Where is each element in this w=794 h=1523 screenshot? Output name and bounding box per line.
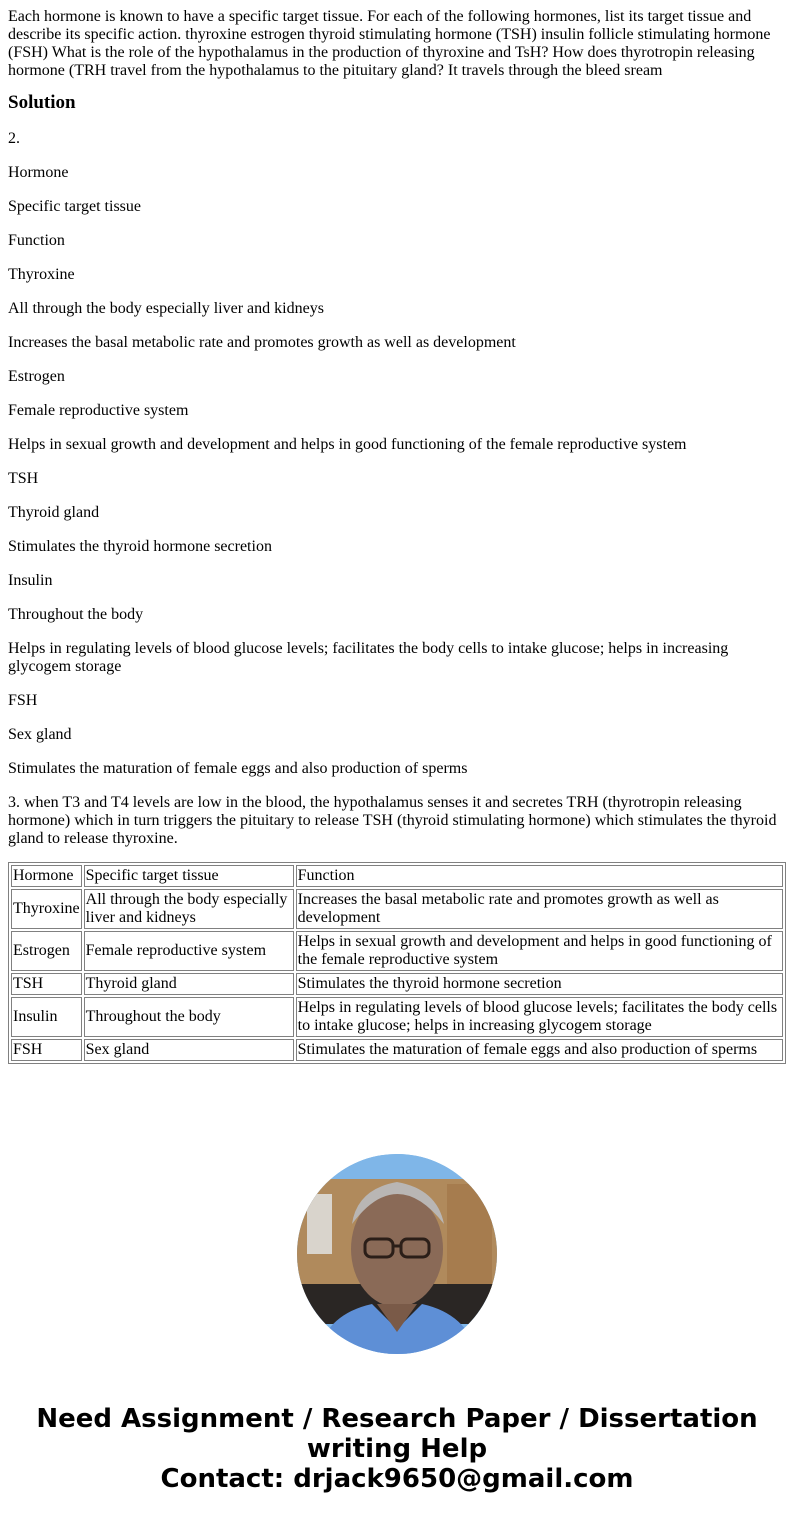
paragraph: Insulin — [8, 572, 53, 589]
table-row — [11, 931, 783, 971]
table-row — [11, 997, 783, 1037]
paragraph: Specific target tissue — [8, 198, 141, 215]
table-cell: Stimulates the maturation of female eggs and also production of sperms — [296, 1039, 783, 1061]
table-cell: Stimulates the thyroid hormone secretion — [296, 973, 783, 995]
paragraph: Thyroxine — [8, 266, 75, 283]
avatar-container — [8, 1154, 786, 1354]
table-header-cell: Specific target tissue — [84, 865, 294, 887]
cta-line: Need Assignment / Research Paper / Dissertation — [36, 1404, 758, 1434]
paragraph: Thyroid gland — [8, 504, 100, 521]
paragraph: Throughout the body — [8, 606, 144, 623]
paragraph: Increases the basal metabolic rate and promotes growth as well as development — [8, 334, 516, 351]
solution-heading: Solution — [8, 92, 76, 113]
table-header-row — [11, 865, 783, 887]
table-cell: Throughout the body — [84, 997, 294, 1037]
paragraph: FSH — [8, 692, 38, 709]
table-cell: FSH — [11, 1039, 82, 1061]
table-header-cell: Function — [296, 865, 783, 887]
table-row — [11, 889, 783, 929]
table-cell: Helps in sexual growth and development and helps in good functioning of the female reproductive system — [296, 931, 783, 971]
paragraph: TSH — [8, 470, 39, 487]
table-cell: Insulin — [11, 997, 82, 1037]
table-cell: All through the body especially liver and kidneys — [84, 889, 294, 929]
table-cell: Estrogen — [11, 931, 82, 971]
paragraph: Female reproductive system — [8, 402, 189, 419]
table-cell: Helps in regulating levels of blood glucose levels; facilitates the body cells to intake glucose; helps in increasing glycogem storage — [296, 997, 783, 1037]
table-cell: Female reproductive system — [84, 931, 294, 971]
table-cell: Thyroxine — [11, 889, 82, 929]
avatar — [297, 1154, 497, 1354]
paragraph: 3. when T3 and T4 levels are low in the blood, the hypothalamus senses it and secretes TRH (thyrotropin releasing hormone) which in turn triggers the pituitary to release TSH (thyroid stimulating hormone) which stimulates the thyroid gland to release thyroxine. — [8, 794, 777, 847]
paragraph: All through the body especially liver and kidneys — [8, 300, 324, 317]
paragraph: Stimulates the thyroid hormone secretion — [8, 538, 272, 555]
hormone-table — [8, 862, 786, 1064]
cta-line: writing Help — [306, 1434, 488, 1464]
contact-banner — [8, 1404, 786, 1522]
question-text: Each hormone is known to have a specific target tissue. For each of the following hormones, list its target tissue and describe its specific action. thyroxine estrogen thyroid stimulating hormone (TSH) insulin follicle stimulating hormone (FSH) What is the role of the hypothalamus in the production of thyroxine and TsH? How does thyrotropin releasing hormone (TRH travel from the hypothalamus to the pituitary gland? It travels through the bleed sream — [8, 8, 771, 79]
table-cell: Sex gland — [84, 1039, 294, 1061]
table-cell: TSH — [11, 973, 82, 995]
paragraph: Hormone — [8, 164, 69, 181]
table-header-cell: Hormone — [11, 865, 82, 887]
contact-email: Contact: drjack9650@gmail.com — [160, 1464, 634, 1494]
table-cell: Increases the basal metabolic rate and promotes growth as well as development — [296, 889, 783, 929]
table-row — [11, 1039, 783, 1061]
table-cell: Thyroid gland — [84, 973, 294, 995]
paragraph: 2. — [8, 130, 20, 147]
table-row — [11, 973, 783, 995]
paragraph: Helps in sexual growth and development and helps in good functioning of the female reproductive system — [8, 436, 687, 453]
portrait-image — [297, 1154, 497, 1354]
paragraph: Function — [8, 232, 65, 249]
paragraph: Stimulates the maturation of female eggs and also production of sperms — [8, 760, 468, 777]
paragraph: Estrogen — [8, 368, 65, 385]
paragraph: Sex gland — [8, 726, 72, 743]
paragraph: Helps in regulating levels of blood glucose levels; facilitates the body cells to intake glucose; helps in increasing glycogem storage — [8, 640, 729, 675]
